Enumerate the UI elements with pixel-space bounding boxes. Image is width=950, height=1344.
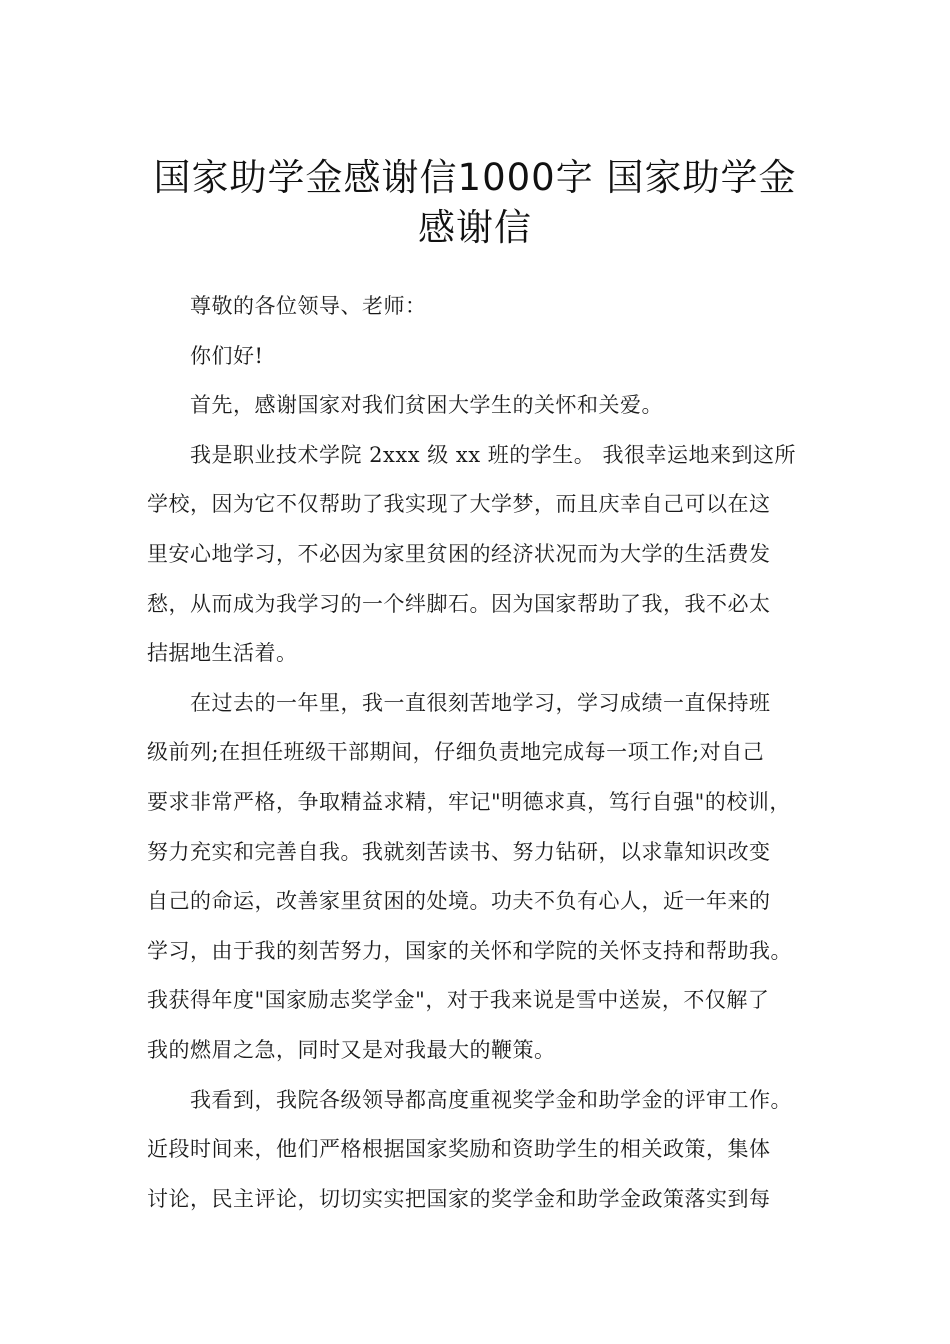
letter-body (147, 282, 832, 1224)
text-line: 我看到，我院各级领导都高度重视奖学金和助学金的评审工作。 (190, 1087, 792, 1112)
page-title (120, 153, 830, 253)
text-line: 尊敬的各位领导、老师： (190, 294, 427, 318)
text-line: 讨论，民主评论，切切实实把国家的奖学金和助学金政策落实到每 (147, 1186, 771, 1211)
text-line: 我获得年度"国家励志奖学金"，对于我来说是雪中送炭，不仅解了 (147, 988, 770, 1013)
text-line: 你们好! (190, 343, 264, 368)
text-line: 要求非常严格，争取精益求精，牢记"明德求真，笃行自强"的校训， (147, 789, 791, 814)
text-line: 愁，从而成为我学习的一个绊脚石。因为国家帮助了我，我不必太 (147, 591, 771, 616)
text-line: 近段时间来，他们严格根据国家奖励和资助学生的相关政策，集体 (147, 1137, 771, 1162)
text-line: 首先，感谢国家对我们贫困大学生的关怀和关爱。 (190, 393, 663, 418)
text-line: 我是职业技术学院 2xxx 级 xx 班的学生。 我很幸运地来到这所 (190, 442, 796, 467)
text-line: 级前列;在担任班级干部期间，仔细负责地完成每一项工作;对自己 (147, 740, 765, 765)
text-line: 拮据地生活着。 (147, 641, 298, 666)
title-line-1: 国家助学金感谢信1000字 国家助学金 (153, 155, 797, 199)
text-line: 我的燃眉之急，同时又是对我最大的鞭策。 (147, 1037, 556, 1062)
text-line: 学校，因为它不仅帮助了我实现了大学梦，而且庆幸自己可以在这 (147, 492, 771, 517)
title-line-2: 感谢信 (418, 205, 532, 249)
text-line: 自己的命运，改善家里贫困的处境。功夫不负有心人，近一年来的 (147, 889, 771, 914)
text-line: 里安心地学习，不必因为家里贫困的经济状况而为大学的生活费发 (147, 541, 771, 566)
text-line: 努力充实和完善自我。我就刻苦读书、努力钻研，以求靠知识改变 (147, 839, 771, 864)
text-line: 学习，由于我的刻苦努力，国家的关怀和学院的关怀支持和帮助我。 (147, 938, 792, 963)
text-line: 在过去的一年里，我一直很刻苦地学习，学习成绩一直保持班 (190, 690, 771, 715)
